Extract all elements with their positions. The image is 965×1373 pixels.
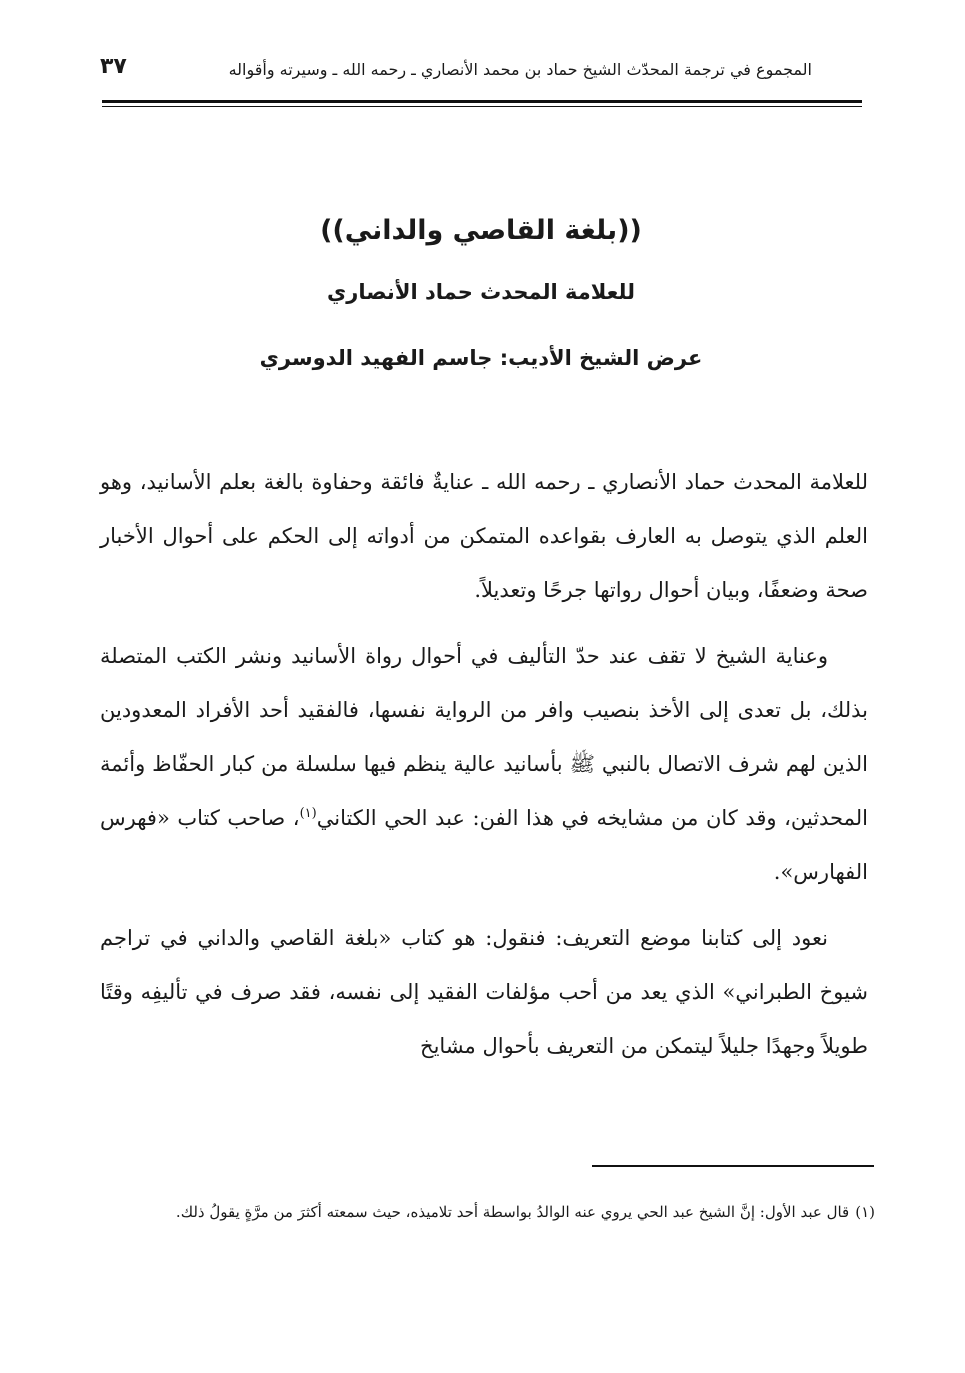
footnote-text: قال عبد الأول: إنَّ الشيخ عبد الحي يروي عنه الوالدُ بواسطة أحد تلاميذه، حيث سمعته أكثرَ من مرَّةٍ يقولُ ذلك. [175, 1203, 850, 1221]
paragraph-2-tail: ، صاحب كتاب «فهرس الفهارس». [100, 806, 868, 884]
header-rule-thick [102, 100, 862, 103]
paragraph-3: نعود إلى كتابنا موضع التعريف: فنقول: هو كتاب «بلغة القاصي والداني في تراجم شيوخ الطبراني» الذي يعد من أحب مؤلفات الفقيد إلى نفسه، فقد صرف في تأليفِه وقتًا طويلاً وجهدًا جليلاً ليتمكن من التعريف بأحوال مشايخ [100, 926, 868, 1058]
presenter-line: عرض الشيخ الأديب: جاسم الفهيد الدوسري [259, 346, 703, 370]
paragraph-1: للعلامة المحدث حماد الأنصاري ـ رحمه الله ـ عنايةٌ فائقة وحفاوة بالغة بعلم الأسانيد، وهو العلم الذي يتوصل به العارف بقواعده المتمكن من أدواته إلى الحكم على أحوال الأخبار صحة وضعفًا، وبيان أحوال رواتها جرحًا وتعديلاً. [100, 470, 868, 602]
book-title: ((بلغة القاصي والداني)) [320, 215, 642, 246]
footnote-separator [592, 1165, 874, 1167]
footnote-1 [100, 1195, 875, 1229]
page-number: ٣٧ [100, 54, 127, 79]
book-author-line: للعلامة المحدث حماد الأنصاري [327, 280, 635, 304]
running-title: المجموع في ترجمة المحدّث الشيخ حماد بن محمد الأنصاري ـ رحمه الله ـ وسيرته وأقواله [228, 60, 812, 79]
footnote-number: (١) [855, 1203, 875, 1221]
running-header [100, 50, 862, 90]
body-text [100, 455, 868, 1085]
footnote-reference: (١) [299, 806, 317, 821]
paragraph-2-text: وعناية الشيخ لا تقف عند حدّ التأليف في أحوال رواة الأسانيد ونشر الكتب المتصلة بذلك، بل تعدى إلى الأخذ بنصيب وافر من الرواية نفسها، فالفقيد أحد الأفراد المعدودين الذين لهم شرف الاتصال بالنبي ﷺ بأسانيد عالية ينظم فيها سلسلة من كبار الحفّاظ وأئمة المحدثين، وقد كان من مشايخه في هذا الفن: عبد الحي الكتاني [100, 644, 868, 830]
paragraph-2 [100, 629, 868, 899]
section-titles [100, 208, 862, 376]
header-rule-thin [102, 106, 862, 107]
